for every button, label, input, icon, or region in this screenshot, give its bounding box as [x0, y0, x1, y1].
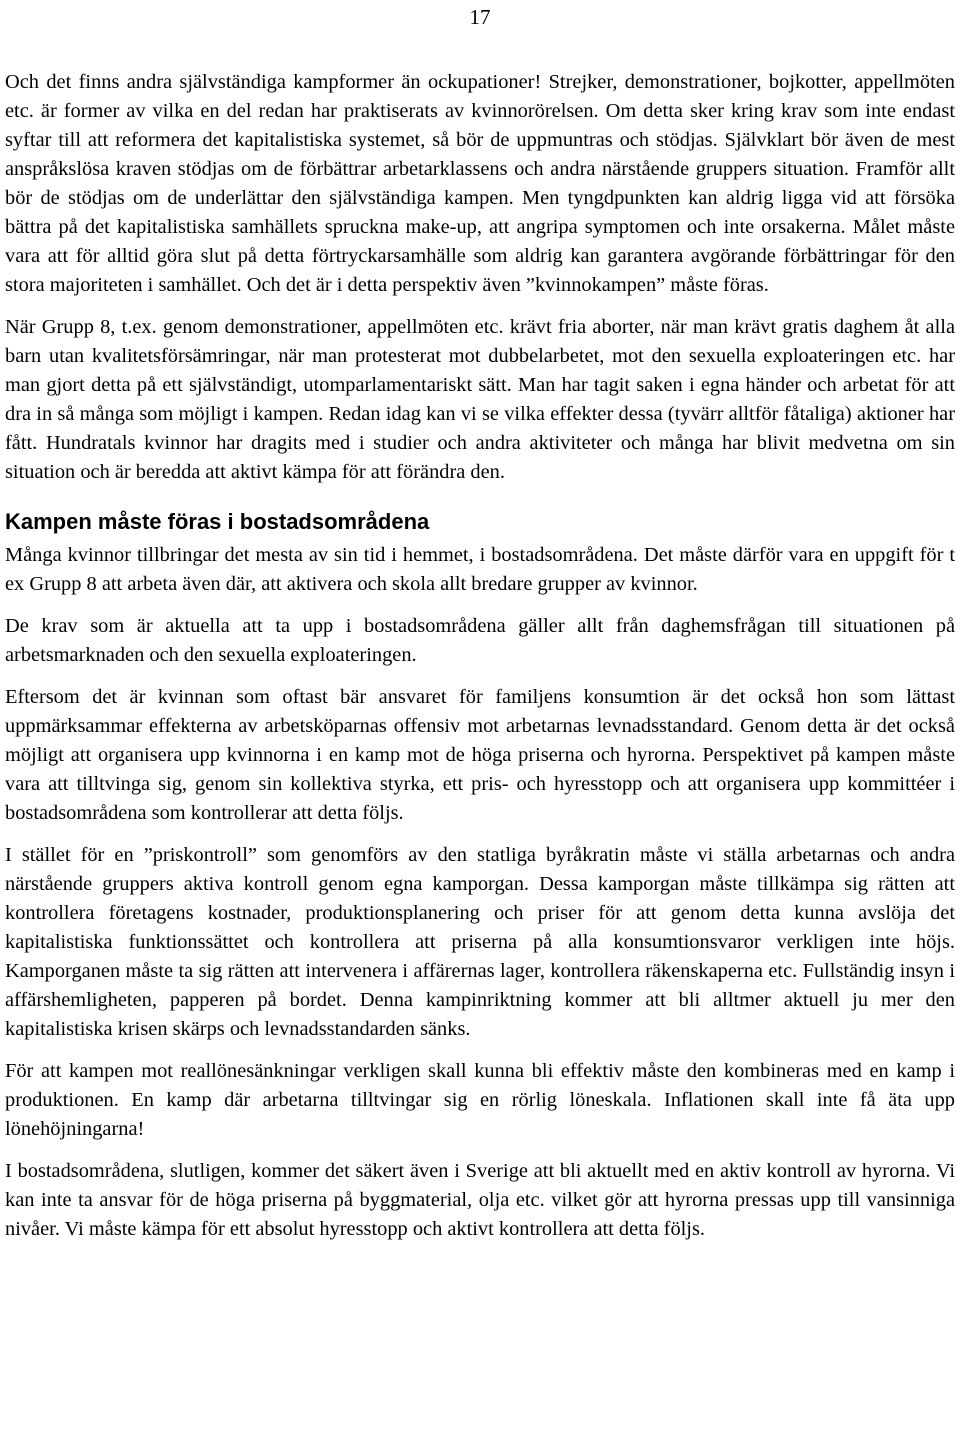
section-heading: Kampen måste föras i bostadsområdena [5, 509, 430, 534]
paragraph-kampformer: Och det finns andra självständiga kampformer än ockupationer! Strejker, demonstrationer, bojkotter, appellmöten etc. är former av vilka en del redan har praktiserats av kvinnorörelsen. Om detta sker kring krav som inte endast syftar till att reformera det kapitalistiska systemet, så bör de uppmuntras och stödjas. Självklart bör även de mest anspråkslösa kraven stödjas om de förbättrar arbetarklassens och andra närstående gruppers situation. Framför allt bör de stödjas om de underlättar den självständiga kampen. Men tyngdpunkten kan aldrig ligga vid att försöka bättra på det kapitalistiska samhällets spruckna make-up, att angripa symptomen och inte orsakerna. Målet måste vara att för alltid göra slut på detta förtryckarsamhälle som aldrig kan garantera avgörande förbättringar för den stora majoriteten i samhället. Och det är i detta perspektiv även ”kvinnokampen” måste föras. [5, 71, 955, 296]
paragraph-krav: De krav som är aktuella att ta upp i bostadsområdena gäller allt från daghemsfrågan till situationen på arbetsmarknaden och den sexuella exploateringen. [5, 615, 955, 666]
page-number: 17 [469, 5, 491, 29]
paragraph-bostadsomraden: Många kvinnor tillbringar det mesta av sin tid i hemmet, i bostadsområdena. Det måste därför vara en uppgift för t ex Grupp 8 att arbeta även där, att aktivera och skola allt bredare grupper av kvinnor. [5, 544, 955, 595]
paragraph-grupp-8: När Grupp 8, t.ex. genom demonstrationer, appellmöten etc. krävt fria aborter, när man krävt gratis daghem åt alla barn utan kvalitetsförsämringar, när man protesterat mot dubbelarbetet, mot den sexuella exploateringen etc. har man gjort detta på ett självständigt, utomparlamentariskt sätt. Man har tagit saken i egna händer och arbetat för att dra in så många som möjligt i kampen. Redan idag kan vi se vilka effekter dessa (tyvärr alltför fåtaliga) aktioner har fått. Hundratals kvinnor har dragits med i studier och andra aktiviteter och många har blivit medvetna om sin situation och är beredda att aktivt kämpa för att förändra den. [5, 316, 955, 483]
paragraph-reallonesankningar: För att kampen mot reallönesänkningar verkligen skall kunna bli effektiv måste den kombineras med en kamp i produktionen. En kamp där arbetarna tilltvingar sig en rörlig löneskala. Inflationen skall inte få äta upp lönehöjningarna! [5, 1060, 955, 1140]
page-content [5, 68, 955, 1257]
paragraph-priskontroll: I stället för en ”priskontroll” som genomförs av den statliga byråkratin måste vi ställa arbetarnas och andra närstående gruppers aktiva kontroll genom egna kamporgan. Dessa kamporgan måste tillkämpa sig rätten att kontrollera företagens kostnader, produktionsplanering och priser för att genom detta kunna avslöja det kapitalistiska funktionssättet och kontrollera att priserna på alla konsumtionsvaror verkligen inte höjs. Kamporganen måste ta sig rätten att intervenera i affärernas lager, kontrollera räkenskaperna etc. Fullständig insyn i affärshemligheten, papperen på bordet. Denna kampinriktning kommer att bli alltmer aktuell ju mer den kapitalistiska krisen skärps och levnadsstandarden sänks. [5, 844, 955, 1040]
paragraph-konsumtion: Eftersom det är kvinnan som oftast bär ansvaret för familjens konsumtion är det också hon som lättast uppmärksammar effekterna av arbetsköparnas offensiv mot arbetarnas levnadsstandard. Genom detta är det också möjligt att organisera upp kvinnorna i en kamp mot de höga priserna och hyrorna. Perspektivet på kampen måste vara att tilltvinga sig, genom sin kollektiva styrka, ett pris- och hyresstopp och att organisera upp kommittéer i bostadsområdena som kontrollerar att detta följs. [5, 686, 955, 824]
paragraph-hyror: I bostadsområdena, slutligen, kommer det säkert även i Sverige att bli aktuellt med en aktiv kontroll av hyrorna. Vi kan inte ta ansvar för de höga priserna på byggmaterial, olja etc. vilket gör att hyrorna pressas upp till vansinniga nivåer. Vi måste kämpa för ett absolut hyresstopp och aktivt kontrollera att detta följs. [5, 1160, 955, 1240]
